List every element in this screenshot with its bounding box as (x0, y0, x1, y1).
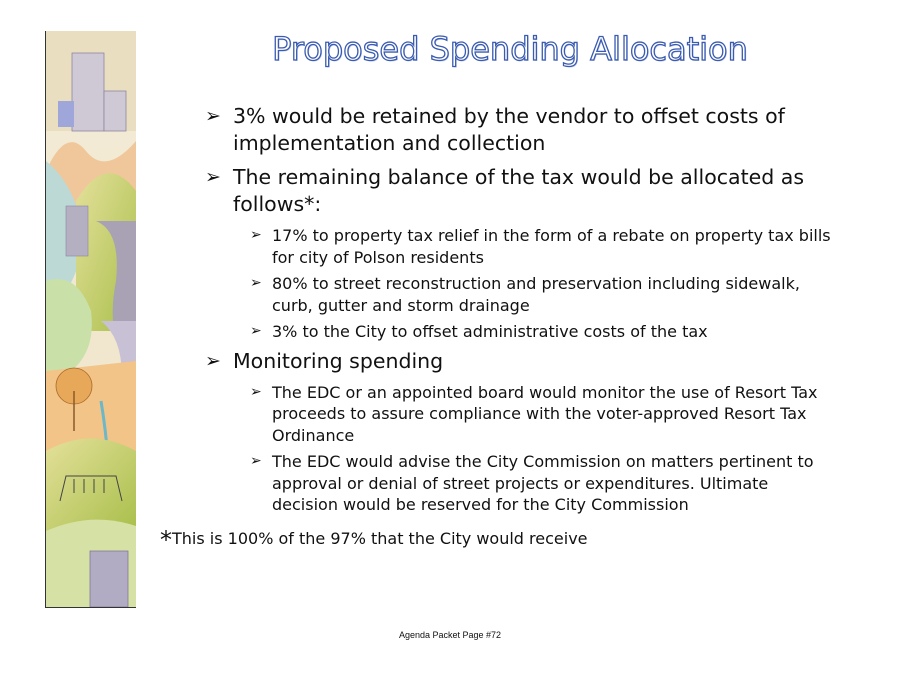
list-item (205, 225, 835, 268)
list-item (205, 348, 835, 375)
page-footer: Agenda Packet Page #72 (398, 630, 502, 640)
footnote-mark: * (160, 526, 172, 554)
footnote-text: This is 100% of the 97% that the City would receive (172, 529, 588, 548)
footnote (160, 522, 588, 554)
list-item (205, 164, 835, 218)
list-item (205, 103, 835, 157)
arrow-bullet-icon: ➢ (205, 166, 221, 188)
list-item (205, 321, 835, 343)
bullet-text: 17% to property tax relief in the form of a rebate on property tax bills for city of Polson residents (272, 226, 831, 267)
bullet-text: 3% to the City to offset administrative costs of the tax (272, 322, 708, 341)
bullet-text: 80% to street reconstruction and preservation including sidewalk, curb, gutter and storm drainage (272, 274, 800, 315)
bullet-text: 3% would be retained by the vendor to offset costs of implementation and collection (233, 104, 785, 155)
list-item (205, 273, 835, 316)
bullet-text: The EDC would advise the City Commission on matters pertinent to approval or denial of street projects or expenditures. Ultimate decision would be reserved for the City Commission (272, 452, 814, 514)
arrow-bullet-icon: ➢ (205, 105, 221, 127)
list-item (205, 382, 835, 447)
bullet-list (205, 103, 835, 521)
arrow-bullet-icon: ➢ (250, 275, 262, 291)
page-title: Proposed Spending Allocation (272, 30, 748, 68)
bullet-text: The remaining balance of the tax would be allocated as follows*: (233, 165, 804, 216)
bullet-text: Monitoring spending (233, 348, 444, 373)
decorative-cityscape-art (45, 31, 136, 608)
arrow-bullet-icon: ➢ (250, 383, 262, 400)
arrow-bullet-icon: ➢ (250, 227, 262, 243)
list-item (205, 451, 835, 516)
arrow-bullet-icon: ➢ (250, 453, 262, 469)
arrow-bullet-icon: ➢ (250, 323, 262, 339)
bullet-text: The EDC or an appointed board would monitor the use of Resort Tax proceeds to assure compliance with the voter-approved Resort Tax Ordinance (272, 382, 818, 445)
arrow-bullet-icon: ➢ (205, 349, 221, 372)
